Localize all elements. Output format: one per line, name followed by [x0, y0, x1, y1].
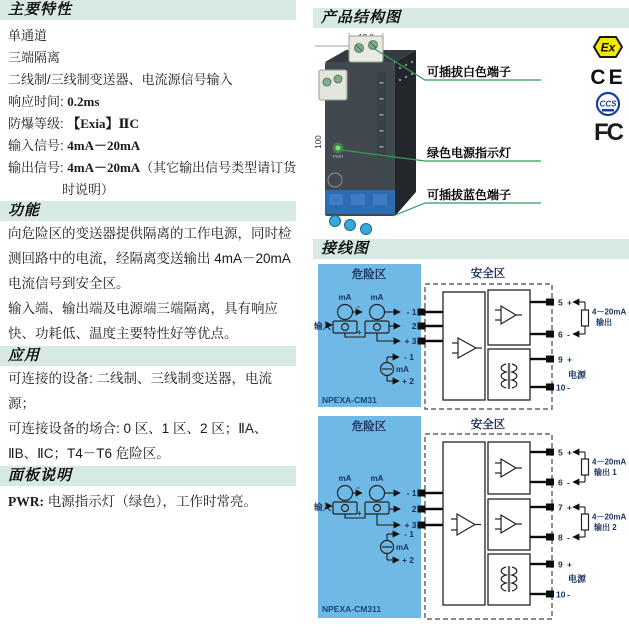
- feature-text: 输出信号:: [8, 160, 68, 175]
- feature-text: 响应时间:: [8, 94, 68, 109]
- terminal-sign: -: [567, 329, 570, 340]
- terminal-number: 10: [556, 589, 566, 600]
- terminal-square: [546, 591, 554, 598]
- power-label: 电源: [568, 574, 587, 584]
- feature-value: 4mA－20mA: [67, 138, 141, 153]
- right-column: [313, 0, 629, 626]
- polarity-sign: +: [357, 328, 362, 337]
- callout-power-led: 绿色电源指示灯: [427, 146, 512, 160]
- svg-text:mA: mA: [338, 293, 352, 302]
- output-name-label: 输出: [596, 318, 612, 327]
- terminal-square: [418, 506, 426, 513]
- feature-text: 防爆等级:: [8, 116, 68, 131]
- terminal-label: + 2: [401, 376, 414, 386]
- load-resistor: [582, 310, 589, 326]
- svg-text:mA: mA: [370, 293, 384, 302]
- pwr-label: PWR:: [8, 494, 44, 509]
- polarity-sign: +: [357, 509, 362, 518]
- ccs-mark-icon: [597, 93, 619, 115]
- feature-line: [0, 179, 296, 201]
- pwr-text: 电源指示灯（绿色），工作时常亮。: [44, 494, 258, 509]
- terminal-number: 10: [556, 382, 566, 393]
- product-structure-figure: [313, 30, 629, 235]
- features-header: [0, 0, 296, 20]
- features-list: [0, 25, 296, 201]
- application-paragraph-2: 可连接设备的场合: 0 区、1 区、2 区；ⅡA、ⅡB、ⅡC；T4－T6 危险区。: [8, 421, 268, 461]
- features-header-label: 主要特性: [8, 1, 73, 18]
- terminal-number: 7: [558, 502, 563, 513]
- power-label: 电源: [568, 370, 587, 380]
- svg-text:mA: mA: [338, 474, 352, 483]
- terminal-number: 8: [558, 532, 563, 543]
- callout-blue-terminal: 可插拔蓝色端子: [427, 188, 512, 202]
- terminal-sign: -: [567, 477, 570, 488]
- terminal-number: 5: [558, 447, 563, 458]
- led-pwr-label: PWR: [332, 154, 344, 159]
- terminal-label: - 1: [404, 529, 414, 539]
- terminal-sign: +: [567, 354, 572, 365]
- feature-value: 【Exia】ⅡC: [67, 116, 139, 131]
- wiring-diagram-cm31: [313, 262, 629, 412]
- dim-height-label: 100: [314, 135, 323, 149]
- feature-text: 二线制/三线制变送器、电流源信号输入: [8, 72, 233, 87]
- terminal-sign: -: [567, 589, 570, 600]
- blue-terminal-bottom: [325, 190, 395, 235]
- ce-mark-icon: CE: [590, 66, 626, 89]
- function-header-label: 功能: [8, 202, 41, 219]
- terminal-sign: +: [567, 297, 572, 308]
- feature-text: 时说明）: [62, 182, 115, 197]
- callout-white-terminal: 可插拔白色端子: [427, 65, 512, 79]
- feature-text: 三端隔离: [8, 50, 61, 65]
- terminal-square: [418, 338, 426, 345]
- terminal-number: 6: [558, 477, 563, 488]
- terminal-sign: +: [567, 447, 572, 458]
- terminal-label: - 1: [404, 352, 414, 362]
- ccs-text: CCS: [599, 99, 617, 109]
- terminal-sign: +: [567, 502, 572, 513]
- function-header: [0, 201, 296, 221]
- isolation-transformer: [488, 349, 530, 400]
- terminal-label: + 3: [404, 336, 417, 346]
- safe-zone: [418, 266, 627, 409]
- input-label: 输入: [314, 321, 332, 331]
- hazard-zone: [313, 416, 421, 618]
- safe-zone: [418, 417, 627, 619]
- ma-label: mA: [396, 365, 409, 374]
- feature-value: 4mA－20mA: [67, 160, 141, 175]
- terminal-sign: -: [567, 382, 570, 393]
- wiring-header-label: 接线图: [321, 240, 370, 257]
- terminal-square: [546, 384, 554, 391]
- input-amplifier: [443, 442, 485, 605]
- panel-header: [0, 466, 296, 486]
- isolation-transformer: [488, 554, 530, 605]
- panel-header-label: 面板说明: [8, 467, 73, 484]
- terminal-square: [546, 331, 554, 338]
- white-terminal-top: [349, 36, 383, 62]
- wiring-diagram-cm311: [313, 414, 629, 626]
- output-range-label: 4－20mA: [592, 512, 627, 522]
- function-paragraph-1: 向危险区的变送器提供隔离的工作电源，同时检测回路中的电流，经隔离变送输出 4mA－20mA 电流信号到安全区。: [8, 226, 292, 291]
- function-paragraph-2: 输入端、输出端及电源端三端隔离，具有响应快、功耗低、温度主要特性好等优点。: [8, 301, 278, 341]
- terminal-sign: +: [567, 559, 572, 570]
- structure-header-label: 产品结构图: [321, 9, 402, 26]
- wiring-header: [313, 239, 629, 259]
- output-amplifier-2: [488, 499, 530, 550]
- certification-marks: [590, 37, 625, 146]
- output-load-1: [573, 452, 626, 482]
- polarity-sign: -: [357, 302, 360, 311]
- application-paragraph-1: 可连接的设备: 二线制、三线制变送器，电流源；: [8, 371, 273, 411]
- hazard-zone: [313, 264, 421, 407]
- polarity-sign: -: [357, 483, 360, 492]
- terminal-label: + 3: [404, 520, 417, 530]
- ex-text: Ex: [600, 40, 616, 55]
- feature-line: [0, 69, 296, 91]
- feature-text: 单通道: [8, 28, 48, 43]
- terminal-square: [546, 356, 554, 363]
- hazard-zone-label: 危险区: [351, 421, 387, 433]
- terminal-square: [546, 449, 554, 456]
- load-resistor: [582, 459, 589, 475]
- terminal-square: [418, 522, 426, 529]
- terminal-number: 6: [558, 329, 563, 340]
- model-label: NPEXA-CM31: [322, 395, 377, 405]
- svg-text:mA: mA: [370, 474, 384, 483]
- input-label: 输入: [314, 502, 332, 512]
- terminal-number: 5: [558, 297, 563, 308]
- terminal-label: - 1: [406, 307, 417, 317]
- left-column: [0, 0, 296, 514]
- ma-label: mA: [396, 543, 409, 552]
- output-name-label: 输出 2: [594, 523, 617, 532]
- hazard-zone-label: 危险区: [351, 269, 387, 281]
- feature-text: 输入信号:: [8, 138, 68, 153]
- terminal-number: 9: [558, 354, 563, 365]
- output-range-label: 4－20mA: [592, 457, 627, 467]
- feature-line: [0, 91, 296, 113]
- atex-ex-icon: [594, 37, 622, 57]
- terminal-label: - 1: [406, 488, 417, 498]
- terminal-square: [418, 490, 426, 497]
- terminal-label: 2: [411, 504, 417, 514]
- output-load: [573, 302, 626, 334]
- terminal-square: [418, 323, 426, 330]
- safe-zone-label: 安全区: [470, 268, 506, 280]
- output-amplifier-1: [488, 442, 530, 494]
- terminal-square: [546, 299, 554, 306]
- application-header-label: 应用: [8, 347, 41, 364]
- application-header: [0, 346, 296, 366]
- feature-line: [0, 47, 296, 69]
- terminal-number: 9: [558, 559, 563, 570]
- feature-text: （其它输出信号类型请订货: [140, 160, 297, 175]
- feature-line: [0, 25, 296, 47]
- output-range-label: 4－20mA: [592, 307, 627, 317]
- output-name-label: 输出 1: [594, 468, 617, 477]
- fcc-mark-icon: FC: [594, 119, 622, 146]
- feature-line: [0, 157, 296, 179]
- terminal-sign: -: [567, 532, 570, 543]
- load-resistor: [582, 514, 589, 530]
- structure-header: [313, 8, 629, 28]
- terminal-square: [546, 504, 554, 511]
- output-amplifier: [488, 290, 530, 345]
- terminal-label: + 2: [401, 555, 414, 565]
- safe-zone-label: 安全区: [470, 419, 506, 431]
- output-load-2: [573, 507, 626, 537]
- feature-line: [0, 113, 296, 135]
- model-label: NPEXA-CM311: [322, 604, 382, 614]
- input-amplifier: [443, 292, 485, 400]
- terminal-square: [546, 479, 554, 486]
- terminal-square: [418, 309, 426, 316]
- terminal-square: [546, 534, 554, 541]
- feature-value: 0.2ms: [67, 94, 100, 109]
- terminal-square: [546, 561, 554, 568]
- feature-line: [0, 135, 296, 157]
- terminal-label: 2: [411, 321, 417, 331]
- white-terminal-side: [319, 70, 347, 100]
- panel-description: [0, 489, 296, 514]
